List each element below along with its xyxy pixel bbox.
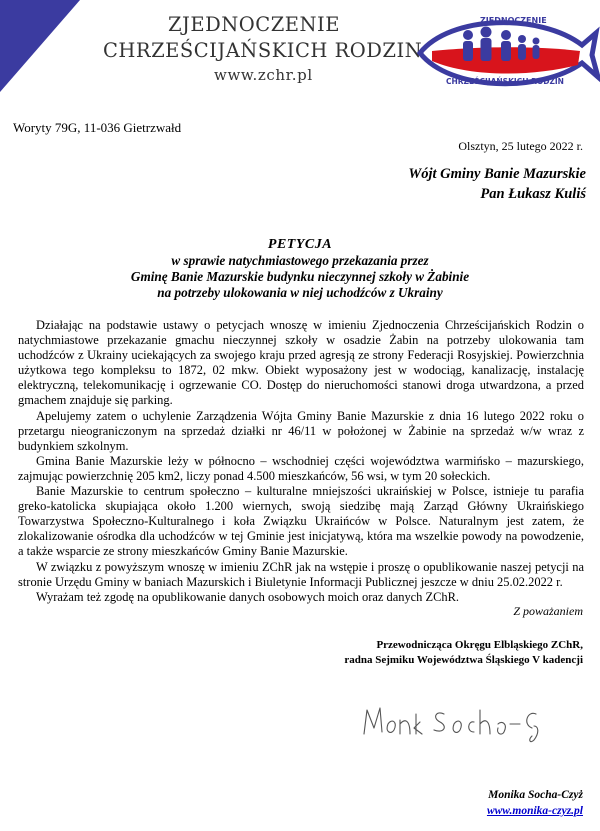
body-paragraph: W związku z powyższym wnoszę w imieniu ZChR jak na wstępie i proszę o opublikowanie naszej petycji na stronie Urzędu Gminy w baniach Mazurskich i Biuletynie Informacji Publicznej jeszcze w dniu 25.02.2022 r. [18, 559, 584, 589]
recipient [408, 164, 586, 204]
org-name-line1: ZJEDNOCZENIE [168, 13, 340, 36]
signatory-name: Monika Socha-Czyż [488, 789, 583, 801]
body-paragraph: Gmina Banie Mazurskie leży w północno – wschodniej części województwa warmińsko – mazurskiego, zajmując powierzchnię 205 km2, liczy ponad 4.500 mieszkańców, 56 wsi, w tym 20 sołeckich. [18, 453, 584, 483]
body-paragraph: Wyrażam też zgodę na opublikowanie danych osobowych moich oraz danych ZChR. [36, 589, 460, 604]
sender-address: Woryty 79G, 11-036 Gietrzwałd [13, 120, 182, 135]
handwritten-signature [358, 700, 548, 744]
petition-subtitle-line3: na potrzeby ulokowania w niej uchodźców z Ukrainy [157, 285, 443, 300]
org-website: www.zchr.pl [214, 66, 313, 84]
signatory-role-line1: Przewodnicząca Okręgu Elbląskiego ZChR, [376, 639, 583, 651]
signatory-role [344, 638, 583, 668]
letterhead-blue-wedge [0, 0, 80, 92]
signatory-block [487, 787, 583, 819]
place-and-date: Olsztyn, 25 lutego 2022 r. [458, 139, 583, 153]
signatory-website-link[interactable]: www.monika-czyz.pl [486, 805, 583, 817]
org-name-line2: CHRZEŚCIJAŃSKICH RODZIN [103, 39, 423, 62]
petition-subtitle-line2: Gminę Banie Mazurskie budynku nieczynnej szkoły w Żabinie [130, 269, 470, 284]
logo-text-top: ZJEDNOCZENIE [480, 16, 547, 25]
petition-heading [0, 237, 600, 301]
closing-salutation: Z poważaniem [513, 604, 583, 618]
body-paragraph: Apelujemy zatem o uchylenie Zarządzenia Wójta Gminy Banie Mazurskie z dnia 16 lutego 2022 roku o przetargu nieograniczonym na sprzedaż działki nr 46/11 w położonej w Żabinie na sprzedaż w/w wraz z budynkiem szkolnym. [18, 408, 584, 453]
body-paragraph: Działając na podstawie ustawy o petycjach wnoszę w imieniu Zjednoczenia Chrześcijańskich Rodzin o natychmiastowe przekazanie gmachu nieczynnej szkoły w osadzie Żabin na potrzeby ulokowania tam uchodźców z Ukrainy uciekających za swojego kraju przed agresją ze strony Federacji Rosyjskiej. Powierzchnia użytkowa tego kompleksu to 1872, 02 mkw. Obiekt wyposażony jest w wodociąg, kanalizację, instalację elektryczną, telekomunikację i ogrzewanie CO. Dostęp do nieruchomości stanowi droga utwardzona, a przed gmachem znajduje się parking. [18, 318, 584, 408]
letter-body [18, 318, 584, 605]
logo-text-bottom: CHRZEŚCIJAŃSKICH RODZIN [446, 77, 564, 86]
signatory-role-line2: radna Sejmiku Województwa Śląskiego V kadencji [344, 654, 583, 666]
recipient-line1: Wójt Gminy Banie Mazurskie [408, 166, 586, 182]
zchr-logo [410, 5, 600, 95]
body-paragraph: Banie Mazurskie to centrum społeczno – kulturalne mniejszości ukraińskiej w Polsce, istnieje tu parafia greko-katolicka skupiająca około 1.200 wiernych, swoją siedzibę mają Zarząd Główny Ukraińskiego Towarzystwa Społeczno-Kulturalnego i koła Związku Ukraińców w Polsce. Naturalnym jest zatem, że zlokalizowanie ośrodka dla uchodźców w tej Gminie jest inicjatywą, która ma wszelkie powody na powodzenie, a także wsparcie ze strony mieszkańców Gminy Banie Mazurskie. [18, 484, 584, 559]
petition-subtitle-line1: w sprawie natychmiastowego przekazania przez [171, 253, 429, 268]
letterhead [0, 0, 600, 100]
recipient-line2: Pan Łukasz Kuliś [480, 186, 586, 202]
petition-title: PETYCJA [267, 237, 333, 252]
